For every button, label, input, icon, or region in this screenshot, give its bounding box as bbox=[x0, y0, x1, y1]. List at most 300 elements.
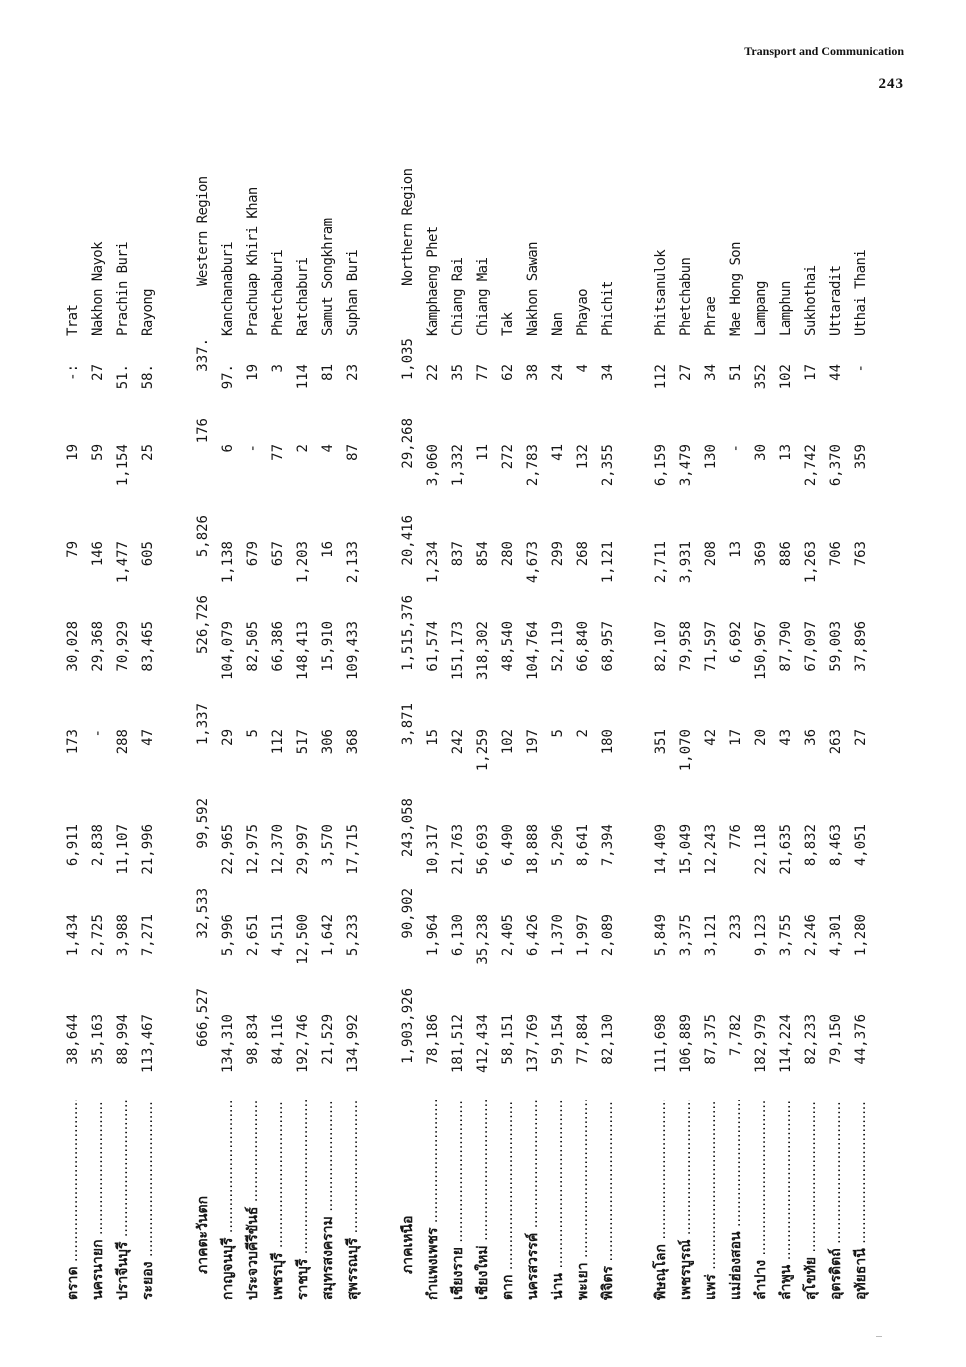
thai-name: เชียงใหม่ ..... bbox=[472, 1100, 494, 1300]
thai-name: ลำพูน ..... bbox=[775, 1100, 797, 1300]
english-name: Tak bbox=[499, 312, 516, 336]
english-name: Mae Hong Son bbox=[727, 242, 744, 336]
value-cell: 3,375 bbox=[677, 914, 694, 957]
value-cell: 3,871 bbox=[399, 703, 416, 746]
value-cell: 151,173 bbox=[449, 621, 466, 681]
table-row bbox=[648, 160, 673, 1300]
value-cell: - bbox=[89, 729, 106, 738]
table-row bbox=[60, 160, 85, 1300]
value-cell: 104,764 bbox=[524, 621, 541, 681]
english-name: Kanchanaburi bbox=[219, 242, 236, 336]
table-row bbox=[545, 160, 570, 1300]
value-cell: 288 bbox=[114, 729, 131, 755]
value-cell: 4 bbox=[574, 364, 591, 373]
value-cell: - bbox=[852, 364, 869, 373]
value-cell: 2,725 bbox=[89, 914, 106, 957]
thai-name: ประจวบคีรีขันธ์ ..... bbox=[242, 1100, 264, 1300]
value-cell: 4 bbox=[319, 444, 336, 453]
english-name: Suphan Buri bbox=[344, 249, 361, 336]
table-row bbox=[85, 160, 110, 1300]
value-cell: 2,133 bbox=[344, 541, 361, 584]
value-cell: 59,154 bbox=[549, 1014, 566, 1065]
value-cell: 263 bbox=[827, 729, 844, 755]
value-cell: 66,386 bbox=[269, 621, 286, 672]
value-cell: 36 bbox=[802, 729, 819, 746]
english-name: Nakhon Sawan bbox=[524, 242, 541, 336]
value-cell: 113,467 bbox=[139, 1014, 156, 1074]
value-cell: 104,079 bbox=[219, 621, 236, 681]
value-cell: 6,911 bbox=[64, 824, 81, 867]
value-cell: 58,151 bbox=[499, 1014, 516, 1065]
thai-name: เชียงราย ..... bbox=[447, 1100, 469, 1300]
value-cell: 173 bbox=[64, 729, 81, 755]
value-cell: 111,698 bbox=[652, 1014, 669, 1074]
value-cell: 1,332 bbox=[449, 444, 466, 487]
table-row bbox=[698, 160, 723, 1300]
value-cell: 17,715 bbox=[344, 824, 361, 875]
thai-name: อุตรดิตถ์ ..... bbox=[825, 1100, 847, 1300]
english-name: Phitsanulok bbox=[652, 249, 669, 336]
group-spacer bbox=[620, 160, 648, 1300]
value-cell: 30 bbox=[752, 444, 769, 461]
value-cell: 79,958 bbox=[677, 621, 694, 672]
thai-name: แม่ฮ่องสอน ..... bbox=[725, 1100, 747, 1300]
value-cell: 837 bbox=[449, 541, 466, 567]
value-cell: 1,434 bbox=[64, 914, 81, 957]
value-cell: 1,203 bbox=[294, 541, 311, 584]
value-cell: 19 bbox=[64, 444, 81, 461]
value-cell: 51. bbox=[114, 364, 131, 390]
scan-mark bbox=[876, 1336, 882, 1337]
english-name: Nan bbox=[549, 312, 566, 336]
table-row bbox=[315, 160, 340, 1300]
value-cell: 77,884 bbox=[574, 1014, 591, 1065]
value-cell: 47 bbox=[139, 729, 156, 746]
value-cell: 82,233 bbox=[802, 1014, 819, 1065]
thai-name: ตราด ..... bbox=[62, 1100, 84, 1300]
value-cell: 1,070 bbox=[677, 729, 694, 772]
value-cell: 368 bbox=[344, 729, 361, 755]
value-cell: 22,965 bbox=[219, 824, 236, 875]
value-cell: 679 bbox=[244, 541, 261, 567]
value-cell: 35,163 bbox=[89, 1014, 106, 1065]
value-cell: 3,931 bbox=[677, 541, 694, 584]
english-name: Trat bbox=[64, 304, 81, 336]
value-cell: 38,644 bbox=[64, 1014, 81, 1065]
value-cell: 70,929 bbox=[114, 621, 131, 672]
thai-name: ลำปาง ..... bbox=[750, 1100, 772, 1300]
value-cell: 1,154 bbox=[114, 444, 131, 487]
value-cell: 6 bbox=[219, 444, 236, 453]
value-cell: 35 bbox=[449, 364, 466, 381]
value-cell: 192,746 bbox=[294, 1014, 311, 1074]
value-cell: 112 bbox=[269, 729, 286, 755]
value-cell: 27 bbox=[852, 729, 869, 746]
value-cell: 2 bbox=[294, 444, 311, 453]
value-cell: 6,490 bbox=[499, 824, 516, 867]
value-cell: 272 bbox=[499, 444, 516, 470]
value-cell: 21,996 bbox=[139, 824, 156, 875]
value-cell: 299 bbox=[549, 541, 566, 567]
value-cell: 1,642 bbox=[319, 914, 336, 957]
statistics-table bbox=[60, 160, 890, 1300]
english-name: Prachuap Khiri Khan bbox=[244, 187, 261, 336]
table-row bbox=[823, 160, 848, 1300]
thai-name: เพชรบุรี ..... bbox=[267, 1100, 289, 1300]
value-cell: 10,317 bbox=[424, 824, 441, 875]
value-cell: 15 bbox=[424, 729, 441, 746]
table-row bbox=[673, 160, 698, 1300]
table-row bbox=[723, 160, 748, 1300]
value-cell: 657 bbox=[269, 541, 286, 567]
value-cell: 1,997 bbox=[574, 914, 591, 957]
thai-name: ปราจีนบุรี ..... bbox=[112, 1100, 134, 1300]
value-cell: 23 bbox=[344, 364, 361, 381]
value-cell: 208 bbox=[702, 541, 719, 567]
english-name: Kamphaeng Phet bbox=[424, 226, 441, 336]
table-row bbox=[240, 160, 265, 1300]
value-cell: 97. bbox=[219, 364, 236, 390]
english-name: Samut Songkhram bbox=[319, 218, 336, 336]
value-cell: 3,479 bbox=[677, 444, 694, 487]
value-cell: 20 bbox=[752, 729, 769, 746]
thai-name: นครนายก ..... bbox=[87, 1100, 109, 1300]
english-name: Phrae bbox=[702, 296, 719, 336]
value-cell: 34 bbox=[702, 364, 719, 381]
table-row bbox=[570, 160, 595, 1300]
english-name: Phetchabun bbox=[677, 257, 694, 336]
value-cell: 29 bbox=[219, 729, 236, 746]
value-cell: 181,512 bbox=[449, 1014, 466, 1074]
english-name: Northern Region bbox=[399, 168, 416, 286]
value-cell: 134,310 bbox=[219, 1014, 236, 1074]
value-cell: 180 bbox=[599, 729, 616, 755]
value-cell: 2,838 bbox=[89, 824, 106, 867]
value-cell: 84,116 bbox=[269, 1014, 286, 1065]
value-cell: 59,003 bbox=[827, 621, 844, 672]
value-cell: 112 bbox=[652, 364, 669, 390]
value-cell: 77 bbox=[474, 364, 491, 381]
thai-name: กำแพงเพชร ..... bbox=[422, 1100, 444, 1300]
region-total-row bbox=[395, 160, 420, 1300]
value-cell: 3,060 bbox=[424, 444, 441, 487]
value-cell: 666,527 bbox=[194, 988, 211, 1048]
value-cell: 4,673 bbox=[524, 541, 541, 584]
value-cell: 15,910 bbox=[319, 621, 336, 672]
value-cell: 5,826 bbox=[194, 515, 211, 558]
value-cell: 34 bbox=[599, 364, 616, 381]
value-cell: 280 bbox=[499, 541, 516, 567]
value-cell: 8,463 bbox=[827, 824, 844, 867]
thai-name: ราชบุรี ..... bbox=[292, 1100, 314, 1300]
value-cell: 90,902 bbox=[399, 888, 416, 939]
value-cell: 2,742 bbox=[802, 444, 819, 487]
value-cell: 22,118 bbox=[752, 824, 769, 875]
value-cell: 21,635 bbox=[777, 824, 794, 875]
value-cell: 11,107 bbox=[114, 824, 131, 875]
value-cell: 7,782 bbox=[727, 1014, 744, 1057]
value-cell: 4,051 bbox=[852, 824, 869, 867]
value-cell: 1,280 bbox=[852, 914, 869, 957]
english-name: Chiang Mai bbox=[474, 257, 491, 336]
table-row bbox=[215, 160, 240, 1300]
thai-name: น่าน ..... bbox=[547, 1100, 569, 1300]
value-cell: 233 bbox=[727, 914, 744, 940]
english-name: Phayao bbox=[574, 289, 591, 336]
value-cell: 854 bbox=[474, 541, 491, 567]
value-cell: 9,123 bbox=[752, 914, 769, 957]
value-cell: 52,119 bbox=[549, 621, 566, 672]
value-cell: 5,996 bbox=[219, 914, 236, 957]
thai-name: ภาคเหนือ bbox=[399, 1215, 416, 1274]
value-cell: 66,840 bbox=[574, 621, 591, 672]
thai-name: เพชรบูรณ์ ..... bbox=[675, 1100, 697, 1300]
value-cell: 268 bbox=[574, 541, 591, 567]
value-cell: 12,243 bbox=[702, 824, 719, 875]
value-cell: 6,130 bbox=[449, 914, 466, 957]
value-cell: 29,997 bbox=[294, 824, 311, 875]
value-cell: 351 bbox=[652, 729, 669, 755]
value-cell: 56,693 bbox=[474, 824, 491, 875]
thai-name: ภาคตะวันตก bbox=[194, 1195, 211, 1274]
value-cell: 146 bbox=[89, 541, 106, 567]
value-cell: 68,957 bbox=[599, 621, 616, 672]
value-cell: 11 bbox=[474, 444, 491, 461]
english-name: Prachin Buri bbox=[114, 242, 131, 336]
value-cell: 5 bbox=[549, 729, 566, 738]
value-cell: 24 bbox=[549, 364, 566, 381]
english-name: Phetchaburi bbox=[269, 249, 286, 336]
english-name: Rayong bbox=[139, 289, 156, 336]
table-row bbox=[520, 160, 545, 1300]
value-cell: 2 bbox=[574, 729, 591, 738]
table-row bbox=[135, 160, 160, 1300]
value-cell: 1,337 bbox=[194, 703, 211, 746]
thai-name: อุทัยธานี ..... bbox=[850, 1100, 872, 1300]
value-cell: 3,121 bbox=[702, 914, 719, 957]
value-cell: 3,988 bbox=[114, 914, 131, 957]
value-cell: 6,692 bbox=[727, 621, 744, 664]
value-cell: 17 bbox=[727, 729, 744, 746]
value-cell: 6,370 bbox=[827, 444, 844, 487]
value-cell: 30,028 bbox=[64, 621, 81, 672]
value-cell: 148,413 bbox=[294, 621, 311, 681]
value-cell: 1,138 bbox=[219, 541, 236, 584]
thai-name: แพร่ ..... bbox=[700, 1100, 722, 1300]
table-row bbox=[748, 160, 773, 1300]
value-cell: 243,058 bbox=[399, 798, 416, 858]
english-name: Lamphun bbox=[777, 281, 794, 336]
thai-name: กาญจนบุรี ..... bbox=[217, 1100, 239, 1300]
value-cell: 2,405 bbox=[499, 914, 516, 957]
value-cell: 132 bbox=[574, 444, 591, 470]
value-cell: 1,477 bbox=[114, 541, 131, 584]
table-row bbox=[773, 160, 798, 1300]
value-cell: 5,233 bbox=[344, 914, 361, 957]
thai-name: นครสวรรค์ ..... bbox=[522, 1100, 544, 1300]
value-cell: 6,159 bbox=[652, 444, 669, 487]
value-cell: 412,434 bbox=[474, 1014, 491, 1074]
value-cell: 82,130 bbox=[599, 1014, 616, 1065]
value-cell: 114,224 bbox=[777, 1014, 794, 1074]
value-cell: 763 bbox=[852, 541, 869, 567]
value-cell: 106,889 bbox=[677, 1014, 694, 1074]
group-spacer bbox=[365, 160, 395, 1300]
value-cell: 79 bbox=[64, 541, 81, 558]
table-row bbox=[470, 160, 495, 1300]
value-cell: 6,426 bbox=[524, 914, 541, 957]
value-cell: 87 bbox=[344, 444, 361, 461]
value-cell: 82,107 bbox=[652, 621, 669, 672]
value-cell: 526,726 bbox=[194, 595, 211, 655]
value-cell: 59 bbox=[89, 444, 106, 461]
value-cell: 137,769 bbox=[524, 1014, 541, 1074]
value-cell: 2,355 bbox=[599, 444, 616, 487]
table-row bbox=[265, 160, 290, 1300]
value-cell: 22 bbox=[424, 364, 441, 381]
value-cell: 18,888 bbox=[524, 824, 541, 875]
value-cell: 37,896 bbox=[852, 621, 869, 672]
thai-name: สุพรรณบุรี ..... bbox=[342, 1100, 364, 1300]
value-cell: 12,975 bbox=[244, 824, 261, 875]
value-cell: 1,121 bbox=[599, 541, 616, 584]
value-cell: 109,433 bbox=[344, 621, 361, 681]
table-row bbox=[340, 160, 365, 1300]
value-cell: 17 bbox=[802, 364, 819, 381]
thai-name: สมุทรสงคราม ..... bbox=[317, 1100, 339, 1300]
english-name: Uthai Thani bbox=[852, 249, 869, 336]
value-cell: 197 bbox=[524, 729, 541, 755]
value-cell: 1,964 bbox=[424, 914, 441, 957]
value-cell: 1,370 bbox=[549, 914, 566, 957]
table-row bbox=[110, 160, 135, 1300]
table-row bbox=[290, 160, 315, 1300]
thai-name: พิษณุโลก ..... bbox=[650, 1100, 672, 1300]
value-cell: 38 bbox=[524, 364, 541, 381]
value-cell: 13 bbox=[777, 444, 794, 461]
value-cell: 8,832 bbox=[802, 824, 819, 867]
value-cell: 3,570 bbox=[319, 824, 336, 867]
value-cell: 176 bbox=[194, 418, 211, 444]
thai-name: ตาก ..... bbox=[497, 1100, 519, 1300]
value-cell: 78,186 bbox=[424, 1014, 441, 1065]
value-cell: 7,394 bbox=[599, 824, 616, 867]
value-cell: 605 bbox=[139, 541, 156, 567]
value-cell: 87,790 bbox=[777, 621, 794, 672]
value-cell: 242 bbox=[449, 729, 466, 755]
value-cell: 29,368 bbox=[89, 621, 106, 672]
value-cell: 7,271 bbox=[139, 914, 156, 957]
value-cell: 2,783 bbox=[524, 444, 541, 487]
value-cell: 44,376 bbox=[852, 1014, 869, 1065]
value-cell: 102 bbox=[499, 729, 516, 755]
value-cell: 12,500 bbox=[294, 914, 311, 965]
english-name: Western Region bbox=[194, 176, 211, 286]
english-name: Nakhon Nayok bbox=[89, 242, 106, 336]
value-cell: 81 bbox=[319, 364, 336, 381]
value-cell: 102 bbox=[777, 364, 794, 390]
value-cell: 4,511 bbox=[269, 914, 286, 957]
value-cell: -: bbox=[64, 364, 81, 381]
value-cell: 27 bbox=[677, 364, 694, 381]
value-cell: 32,533 bbox=[194, 888, 211, 939]
value-cell: 99,592 bbox=[194, 798, 211, 849]
english-name: Phichit bbox=[599, 281, 616, 336]
value-cell: 1,234 bbox=[424, 541, 441, 584]
table-row bbox=[848, 160, 873, 1300]
value-cell: 44 bbox=[827, 364, 844, 381]
value-cell: 114 bbox=[294, 364, 311, 390]
value-cell: 5,296 bbox=[549, 824, 566, 867]
value-cell: 352 bbox=[752, 364, 769, 390]
value-cell: 1,263 bbox=[802, 541, 819, 584]
value-cell: 19 bbox=[244, 364, 261, 381]
value-cell: 79,150 bbox=[827, 1014, 844, 1065]
value-cell: 517 bbox=[294, 729, 311, 755]
value-cell: 706 bbox=[827, 541, 844, 567]
value-cell: 1,903,926 bbox=[399, 988, 416, 1064]
english-name: Uttaradit bbox=[827, 265, 844, 336]
value-cell: 306 bbox=[319, 729, 336, 755]
value-cell: 150,967 bbox=[752, 621, 769, 681]
value-cell: 87,375 bbox=[702, 1014, 719, 1065]
value-cell: 134,992 bbox=[344, 1014, 361, 1074]
value-cell: 35,238 bbox=[474, 914, 491, 965]
value-cell: 16 bbox=[319, 541, 336, 558]
value-cell: 62 bbox=[499, 364, 516, 381]
value-cell: 83,465 bbox=[139, 621, 156, 672]
value-cell: 67,097 bbox=[802, 621, 819, 672]
english-name: Ratchaburi bbox=[294, 257, 311, 336]
value-cell: 14,409 bbox=[652, 824, 669, 875]
value-cell: 48,540 bbox=[499, 621, 516, 672]
value-cell: 318,302 bbox=[474, 621, 491, 681]
value-cell: 27 bbox=[89, 364, 106, 381]
page-number: 243 bbox=[878, 76, 904, 92]
english-name: Sukhothai bbox=[802, 265, 819, 336]
value-cell: 21,763 bbox=[449, 824, 466, 875]
value-cell: 20,416 bbox=[399, 515, 416, 566]
value-cell: 369 bbox=[752, 541, 769, 567]
value-cell: 98,834 bbox=[244, 1014, 261, 1065]
value-cell: 776 bbox=[727, 824, 744, 850]
value-cell: 15,049 bbox=[677, 824, 694, 875]
thai-name: พิจิตร ..... bbox=[597, 1100, 619, 1300]
value-cell: 1,259 bbox=[474, 729, 491, 772]
value-cell: 2,089 bbox=[599, 914, 616, 957]
table-row bbox=[798, 160, 823, 1300]
value-cell: 1,515,376 bbox=[399, 595, 416, 671]
value-cell: 4,301 bbox=[827, 914, 844, 957]
table-row bbox=[445, 160, 470, 1300]
value-cell: 12,370 bbox=[269, 824, 286, 875]
value-cell: 3 bbox=[269, 364, 286, 373]
value-cell: 51 bbox=[727, 364, 744, 381]
value-cell: 182,979 bbox=[752, 1014, 769, 1074]
value-cell: 21,529 bbox=[319, 1014, 336, 1065]
value-cell: 359 bbox=[852, 444, 869, 470]
value-cell: - bbox=[244, 444, 261, 453]
value-cell: 61,574 bbox=[424, 621, 441, 672]
value-cell: 43 bbox=[777, 729, 794, 746]
value-cell: 130 bbox=[702, 444, 719, 470]
value-cell: 1,035 bbox=[399, 338, 416, 381]
group-spacer bbox=[160, 160, 190, 1300]
running-header-title: Transport and Communication bbox=[744, 44, 904, 58]
value-cell: - bbox=[727, 444, 744, 453]
value-cell: 88,994 bbox=[114, 1014, 131, 1065]
value-cell: 8,641 bbox=[574, 824, 591, 867]
